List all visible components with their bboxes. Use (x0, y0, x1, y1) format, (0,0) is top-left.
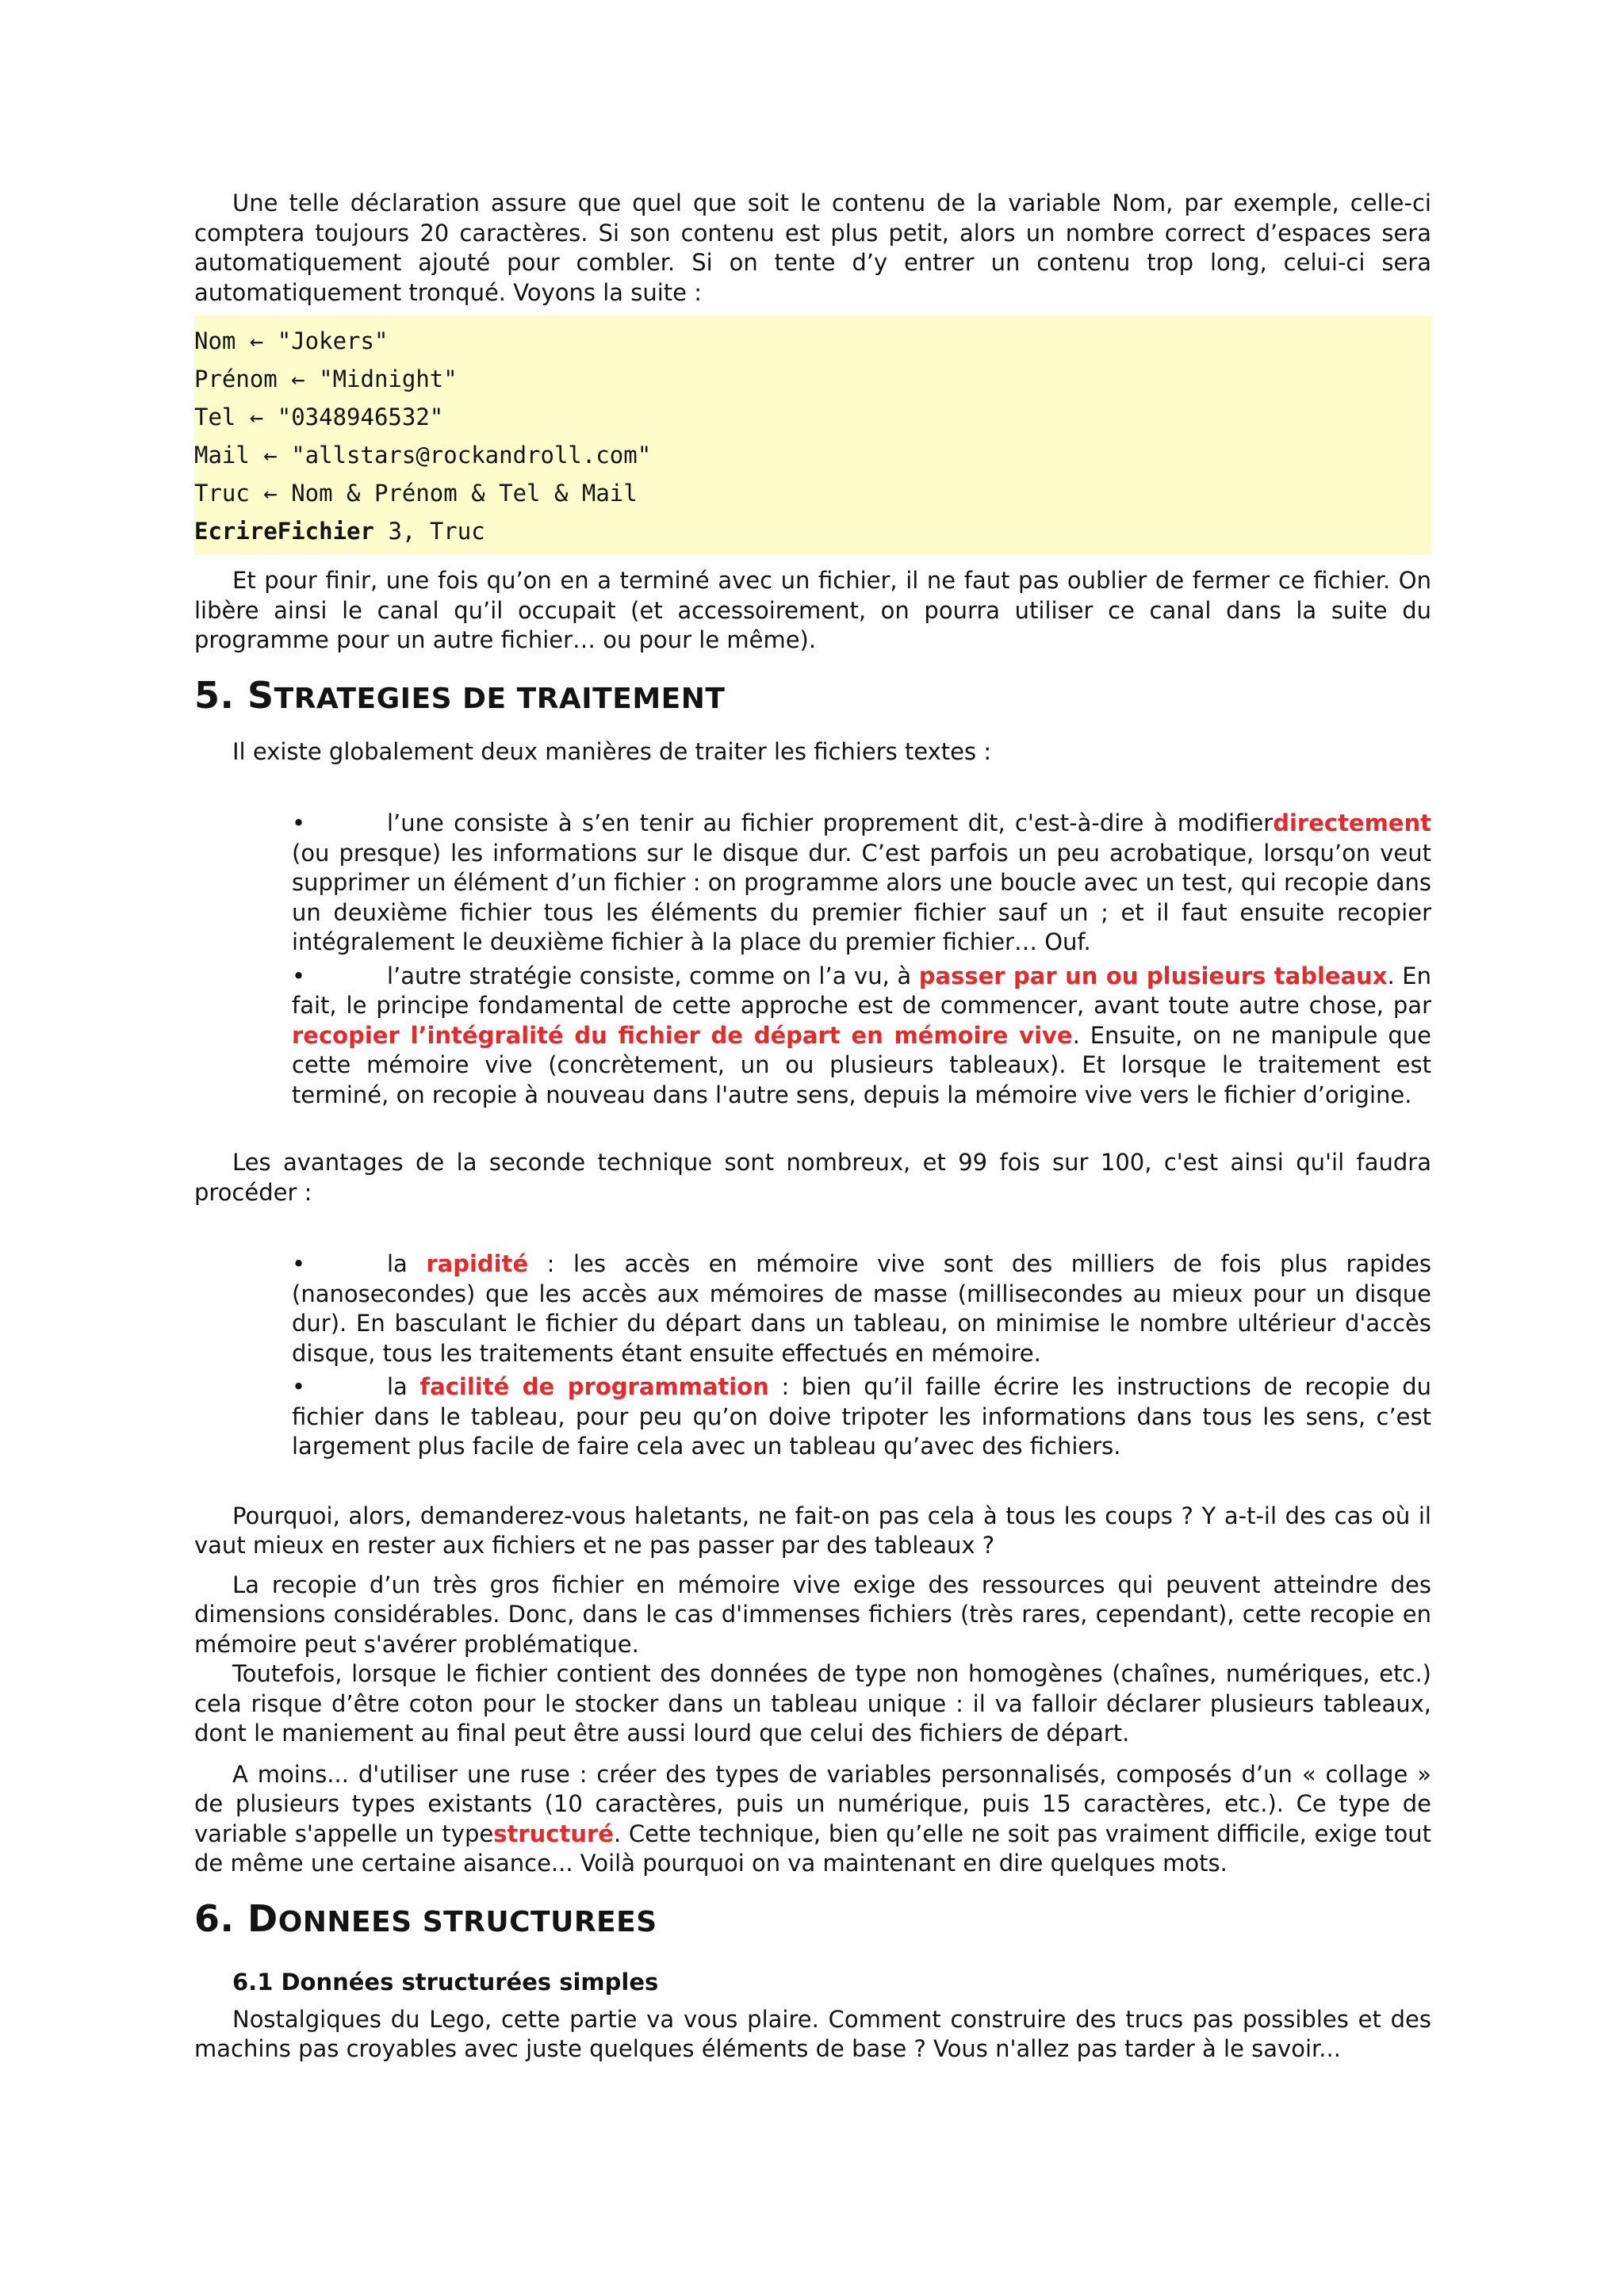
code-line (194, 512, 1431, 550)
highlight-text: passer par un ou plusieurs tableaux (918, 962, 1388, 989)
code-line: Prénom ← "Midnight" (194, 365, 458, 392)
paragraph-advantages: Les avantages de la seconde technique sont nombreux, et 99 fois sur 100, c'est ainsi qu'il faudra procéder : (194, 1149, 1431, 1206)
paragraph-lego: Nostalgiques du Lego, cette partie va vous plaire. Comment construire des trucs pas possibles et des machins pas croyables avec juste quelques éléments de base ? Vous n'allez pas tarder à le savoir... (194, 2005, 1431, 2062)
list-text: la (387, 1373, 420, 1400)
highlight-text: rapidité (426, 1250, 529, 1277)
bullet-icon: • (292, 1373, 306, 1400)
heading-initial: D (247, 1896, 278, 1940)
list-item (292, 962, 1431, 1111)
code-line: Mail ← "allstars@rockandroll.com" (194, 442, 652, 469)
bullet-icon: • (292, 809, 306, 836)
paragraph-structured-type (194, 1760, 1431, 1879)
strategy-list (194, 809, 1431, 1110)
code-keyword: EcrireFichier (194, 518, 374, 545)
list-text: : les accès en mémoire vive sont des milliers de fois plus rapides (nanosecondes) que les accès aux mémoires de masse (millisecondes au mieux pour un disque dur). En basculant le fichier du départ dans un tableau, on minimise le nombre ultérieur d'accès disque, tous les traitements étant ensuite effectués en mémoire. (292, 1250, 1432, 1367)
highlight-text: structuré (493, 1820, 614, 1847)
paragraph-why: Pourquoi, alors, demanderez-vous haletants, ne fait-on pas cela à tous les coups ? Y a-t-il des cas où il vaut mieux en rester aux fichiers et ne pas passer par des tableaux ? (194, 1502, 1431, 1559)
list-text: . En fait, le principe fondamental de cette approche est de commencer, avant toute autre chose, par (292, 962, 1432, 1019)
list-text: : bien qu’il faille écrire les instructions de recopie du fichier dans le tableau, pour peu qu’on doive tripoter les informations dans tous les sens, c’est largement plus facile de faire cela avec un tableau qu’avec des fichiers. (292, 1373, 1432, 1460)
highlight-text: facilité de programmation (419, 1373, 769, 1400)
code-args: 3, Truc (373, 518, 485, 545)
list-text: l’autre stratégie consiste, comme on l’a vu, à (387, 962, 919, 989)
paragraph-text: . Cette technique, bien qu’elle ne soit pas vraiment difficile, exige tout de même une certaine aisance... Voilà pourquoi on va maintenant en dire quelques mots. (194, 1820, 1432, 1877)
code-line: Truc ← Nom & Prénom & Tel & Mail (194, 480, 638, 507)
bullet-icon: • (292, 1250, 306, 1277)
highlight-text: recopier l’intégralité du fichier de départ en mémoire vive (292, 1021, 1073, 1049)
code-line: Tel ← "0348946532" (194, 404, 444, 430)
list-text: . Ensuite, on ne manipule que cette mémoire vive (concrètement, un ou plusieurs tableaux). Et lorsque le traitement est terminé, on recopie à nouveau dans l'autre sens, depuis la mémoire vive vers le fichier d’origine. (292, 1021, 1432, 1108)
highlight-text: directement (1273, 809, 1431, 836)
paragraph-text: A moins... d'utiliser une ruse : créer des types de variables personnalisés, composés d’un « collage » de plusieurs types existants (10 caractères, puis un numérique, puis 15 caractères, etc.). Ce type de variable s'appelle un type (194, 1760, 1431, 1847)
heading-rest: TRATEGIES DE TRAITEMENT (274, 682, 726, 715)
heading-number: 5. (194, 673, 247, 717)
paragraph-big-files: La recopie d’un très gros fichier en mémoire vive exige des ressources qui peuvent atteindre des dimensions considérables. Donc, dans le cas d'immenses fichiers (très rares, cependant), cette recopie en mémoire peut s'avérer problématique. (194, 1571, 1431, 1658)
list-text: l’une consiste à s’en tenir au fichier proprement dit, c'est-à-dire à modifier (387, 809, 1274, 836)
paragraph-close-file: Et pour finir, une fois qu’on en a terminé avec un fichier, il ne faut pas oublier de fermer ce fichier. On libère ainsi le canal qu’il occupait (et accessoirement, on pourra utiliser ce canal dans la suite du programme pour un autre fichier… ou pour le même). (194, 567, 1431, 653)
paragraph-intro: Une telle déclaration assure que quel que soit le contenu de la variable Nom, par exemple, celle-ci comptera toujours 20 caractères. Si son contenu est plus petit, alors un nombre correct d’espaces sera automatiquement ajouté pour combler. Si on tente d’y entrer un contenu trop long, celui-ci sera automatiquement tronqué. Voyons la suite : (194, 189, 1431, 306)
list-item (292, 1372, 1431, 1462)
paragraph-strategies: Il existe globalement deux manières de traiter les fichiers textes : (232, 737, 992, 765)
code-line: Nom ← "Jokers" (194, 327, 389, 354)
bullet-icon: • (292, 962, 306, 989)
list-text: la (387, 1250, 427, 1277)
list-text: (ou presque) les informations sur le disque dur. C’est parfois un peu acrobatique, lorsqu’on veut supprimer un élément d’un fichier : on programme alors une boucle avec un test, qui recopie dans un deuxième fichier tous les éléments du premier fichier sauf un ; et il faut ensuite recopier intégralement le deuxième fichier à la place du premier fichier… Ouf. (292, 839, 1431, 955)
page-content (194, 189, 1431, 2064)
subsection-heading-6-1: 6.1 Données structurées simples (232, 1968, 659, 1996)
heading-rest: ONNEES STRUCTUREES (278, 1905, 657, 1938)
paragraph-heterogeneous: Toutefois, lorsque le fichier contient des données de type non homogènes (chaînes, numériques, etc.) cela risque d’être coton pour le stocker dans un tableau unique : il va falloir déclarer plusieurs tableaux, dont le maniement au final peut être aussi lourd que celui des fichiers de départ. (194, 1660, 1431, 1747)
heading-number: 6. (194, 1896, 247, 1940)
list-item (292, 1249, 1431, 1368)
list-item (292, 809, 1431, 958)
section-heading-5 (194, 670, 1431, 725)
advantages-list (194, 1249, 1431, 1462)
heading-initial: S (247, 673, 274, 717)
section-heading-6 (194, 1893, 1431, 1948)
code-block (194, 316, 1431, 555)
